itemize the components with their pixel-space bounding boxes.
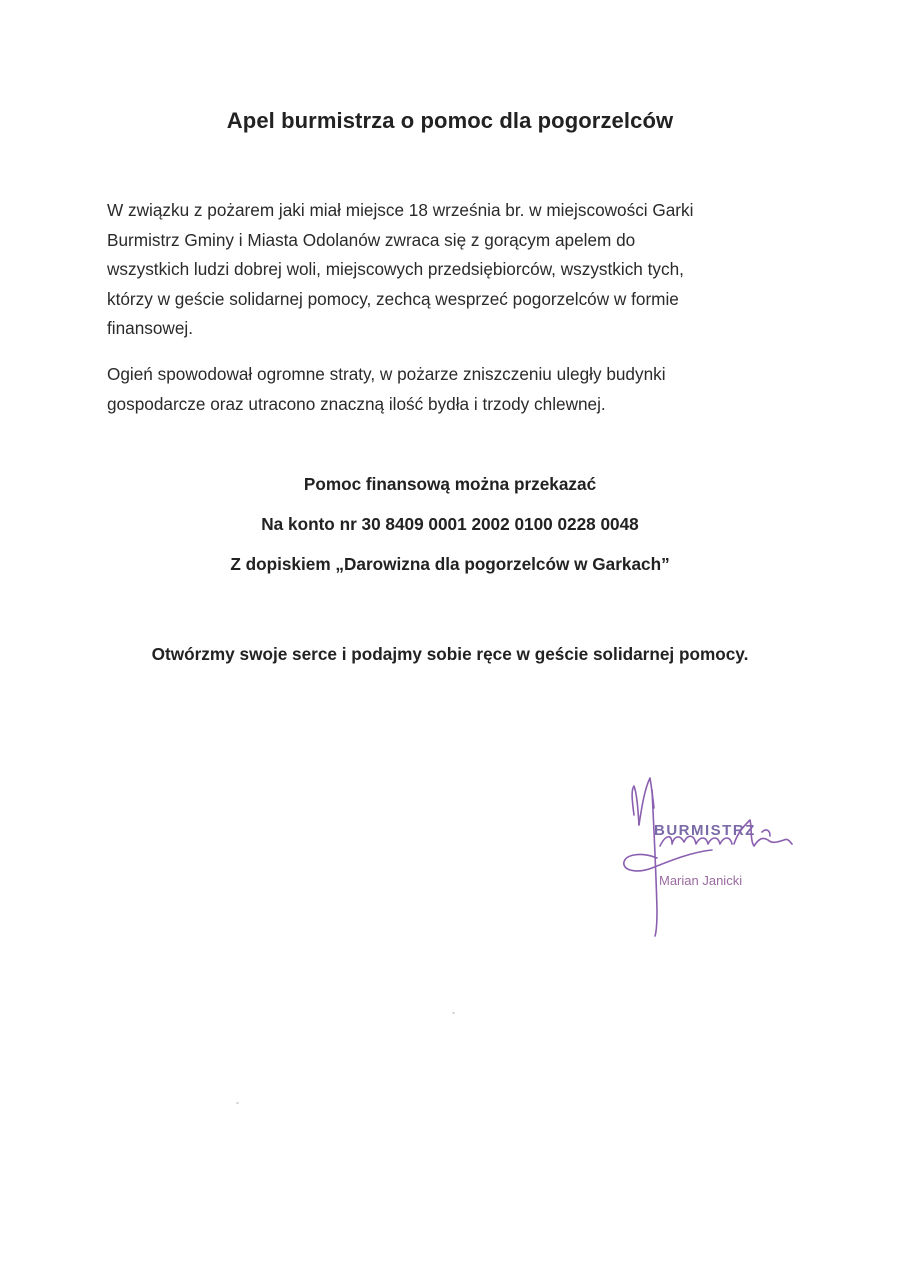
paragraph-appeal — [107, 196, 787, 344]
paper-speck — [236, 1102, 239, 1104]
transfer-note: Z dopiskiem „Darowizna dla pogorzelców w Garkach” — [230, 554, 670, 574]
stamp-name: Marian Janicki — [659, 873, 743, 888]
document-title: Apel burmistrza o pomoc dla pogorzelców — [226, 108, 674, 133]
paragraph-line: gospodarcze oraz utracono znaczną ilość bydła i trzody chlewnej. — [107, 393, 606, 414]
paragraph-line: wszystkich ludzi dobrej woli, miejscowych przedsiębiorców, wszystkich tych, — [107, 259, 684, 279]
paragraph-line: Burmistrz Gminy i Miasta Odolanów zwraca się z gorącym apelem do — [107, 229, 636, 250]
closing-statement: Otwórzmy swoje serce i podajmy sobie ręce w geście solidarnej pomocy. — [151, 644, 749, 664]
paragraph-line: W związku z pożarem jaki miał miejsce 18 września br. w miejscowości Garki — [107, 200, 694, 220]
paragraph-line: którzy w geście solidarnej pomocy, zechcą wesprzeć pogorzelców w formie — [107, 288, 679, 309]
bank-account-number: Na konto nr 30 8409 0001 2002 0100 0228 0048 — [261, 514, 639, 534]
handwritten-signature — [612, 770, 812, 945]
signature-stamp — [612, 770, 812, 945]
paragraph-line: Ogień spowodował ogromne straty, w pożarze zniszczeniu uległy budynki — [107, 364, 666, 384]
paragraph-damage — [107, 360, 787, 419]
stamp-role: BURMISTRZ — [654, 822, 756, 839]
paper-speck — [452, 1012, 455, 1014]
paragraph-line: finansowej. — [107, 318, 193, 338]
help-heading: Pomoc finansową można przekazać — [303, 474, 597, 494]
